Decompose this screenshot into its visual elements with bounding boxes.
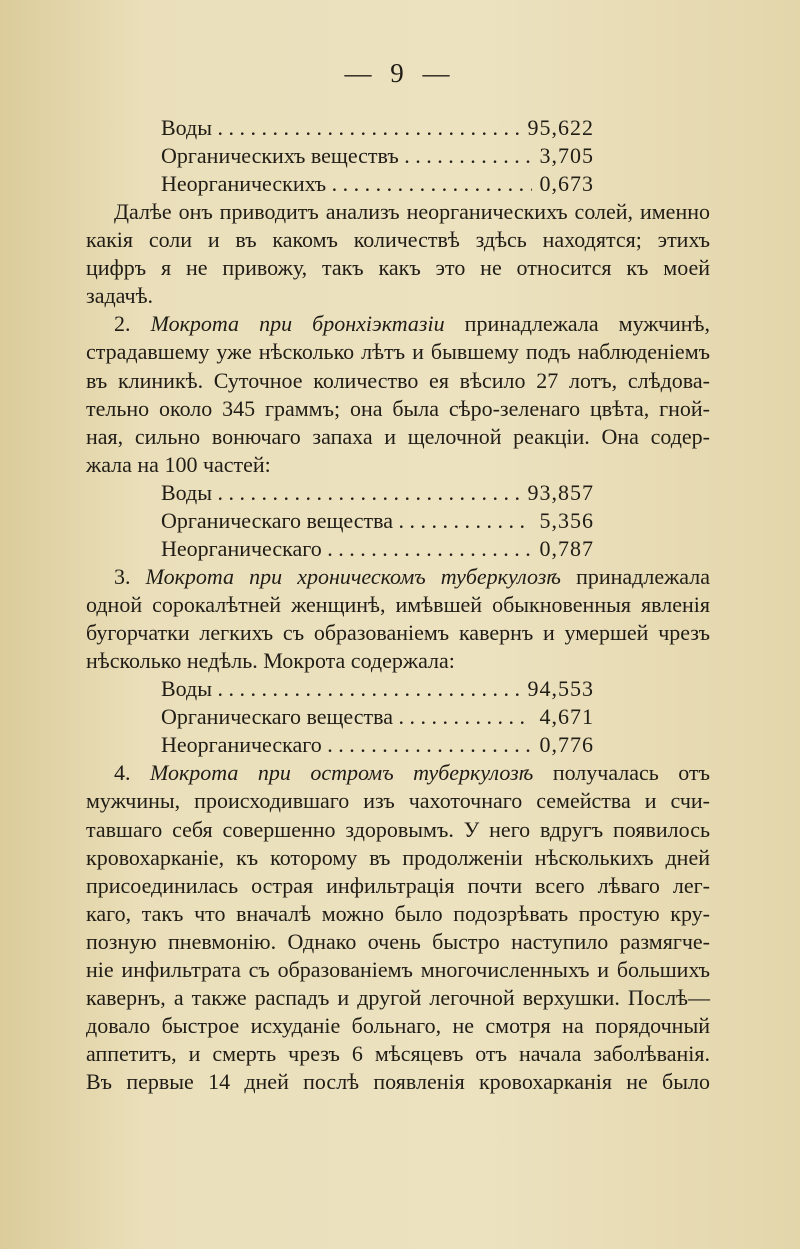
table-row — [161, 170, 594, 198]
composition-table-3 — [161, 675, 594, 759]
page-content — [86, 114, 710, 1096]
text-line: въ клиникѣ. Суточное количество ея вѣсило 27 лотъ, слѣдова- — [86, 367, 710, 393]
text-line: кавернъ, а также распадъ и другой легочной верхушки. Послѣ— — [86, 985, 710, 1011]
row-label: Воды . . . — [161, 479, 520, 507]
text-line: позную пневмонію. Однако очень быстро наступило размягче- — [86, 928, 710, 954]
row-label: Органическаго вещества . . . — [161, 703, 532, 731]
paragraph-2 — [86, 310, 710, 479]
row-label: Неорганическихъ . . . — [161, 170, 532, 198]
row-value: 4,671 — [539, 704, 594, 730]
text-line: Далѣе онъ приводитъ анализъ неорганическихъ солей, именно — [114, 199, 710, 224]
text-line: жала на 100 частей: — [86, 451, 271, 477]
row-label: Органическаго вещества . . . — [161, 507, 532, 535]
line-text: принадлежала — [576, 563, 710, 589]
text-line: одной сорокалѣтней женщинѣ, имѣвшей обыкновенныя явленія — [86, 592, 710, 618]
text-line: довало быстрое исхуданіе больнаго, не смотря на порядочный — [86, 1013, 710, 1039]
row-label: Воды . . . — [161, 114, 520, 142]
page-number: — 9 — — [344, 58, 456, 88]
row-label: Органическихъ веществъ . . . — [161, 142, 532, 170]
row-value: 0,673 — [539, 171, 594, 196]
row-value: 0,776 — [539, 732, 594, 758]
table-row — [161, 675, 594, 703]
paragraph-4 — [86, 759, 710, 1096]
text-line: кровохарканіе, къ которому въ продолженіи нѣсколькихъ дней — [86, 844, 710, 870]
row-value: 5,356 — [539, 507, 594, 533]
section-title: Мокрота при бронхіэктазіи — [150, 311, 445, 337]
section-number: 2. — [114, 311, 131, 337]
section-number: 4. — [114, 760, 131, 786]
text-line: какія соли и въ какомъ количествѣ здѣсь находятся; этихъ — [86, 227, 710, 253]
line-text: получалась отъ — [552, 760, 711, 786]
row-label: Неорганическаго . . . — [161, 535, 532, 563]
section-number: 3. — [114, 563, 131, 589]
text-line: мужчины, происходившаго изъ чахоточнаго семейства и счи- — [86, 788, 710, 814]
text-line: бугорчатки легкихъ съ образованіемъ кавернъ и умершей чрезъ — [86, 620, 710, 646]
paragraph-1 — [86, 198, 710, 310]
text-line: ная, сильно вонючаго запаха и щелочной реакціи. Она содер- — [86, 423, 710, 449]
table-row — [161, 142, 594, 170]
table-row — [161, 535, 594, 563]
text-line: страдавшему уже нѣсколько лѣтъ и бывшему подъ наблюденіемъ — [86, 339, 710, 365]
row-value: 0,787 — [539, 535, 594, 561]
section-title: Мокрота при остромъ туберкулозѣ — [149, 760, 534, 786]
row-label: Воды . . . — [161, 675, 520, 703]
text-line — [86, 759, 710, 787]
row-value: 3,705 — [539, 143, 594, 168]
text-line: цифръ я не привожу, такъ какъ это не относится къ моей — [86, 255, 710, 281]
row-value: 93,857 — [527, 479, 594, 505]
text-line: Въ первые 14 дней послѣ появленія кровохарканія не было — [86, 1069, 710, 1095]
text-line: присоединилась острая инфильтрація почти всего лѣваго лег- — [86, 872, 710, 898]
paragraph-3 — [86, 563, 710, 675]
composition-table-1 — [161, 114, 594, 198]
table-row — [161, 703, 594, 731]
text-line: нѣсколько недѣль. Мокрота содержала: — [86, 648, 455, 674]
text-line: аппетитъ, и смерть чрезъ 6 мѣсяцевъ отъ начала заболѣванія. — [86, 1041, 710, 1067]
text-line — [86, 310, 710, 338]
table-row — [161, 479, 594, 507]
table-row — [161, 114, 594, 142]
text-line: задачѣ. — [86, 283, 154, 309]
text-line: ніе инфильтрата съ образованіемъ многочисленныхъ и большихъ — [86, 956, 710, 982]
table-row — [161, 507, 594, 535]
text-line: каго, такъ что вначалѣ можно было подозрѣвать простую кру- — [86, 900, 710, 926]
line-text: принадлежала мужчинѣ, — [464, 311, 711, 337]
section-title: Мокрота при хроническомъ туберкулозѣ — [145, 563, 561, 589]
text-line — [86, 563, 710, 591]
row-value: 94,553 — [527, 676, 594, 702]
text-line: тельно около 345 граммъ; она была сѣро-зеленаго цвѣта, гной- — [86, 395, 710, 421]
row-label: Неорганическаго . . . — [161, 731, 532, 759]
composition-table-2 — [161, 479, 594, 563]
row-value: 95,622 — [527, 115, 594, 140]
text-line: тавшаго себя совершенно здоровымъ. У него вдругъ появилось — [86, 816, 710, 842]
table-row — [161, 731, 594, 759]
